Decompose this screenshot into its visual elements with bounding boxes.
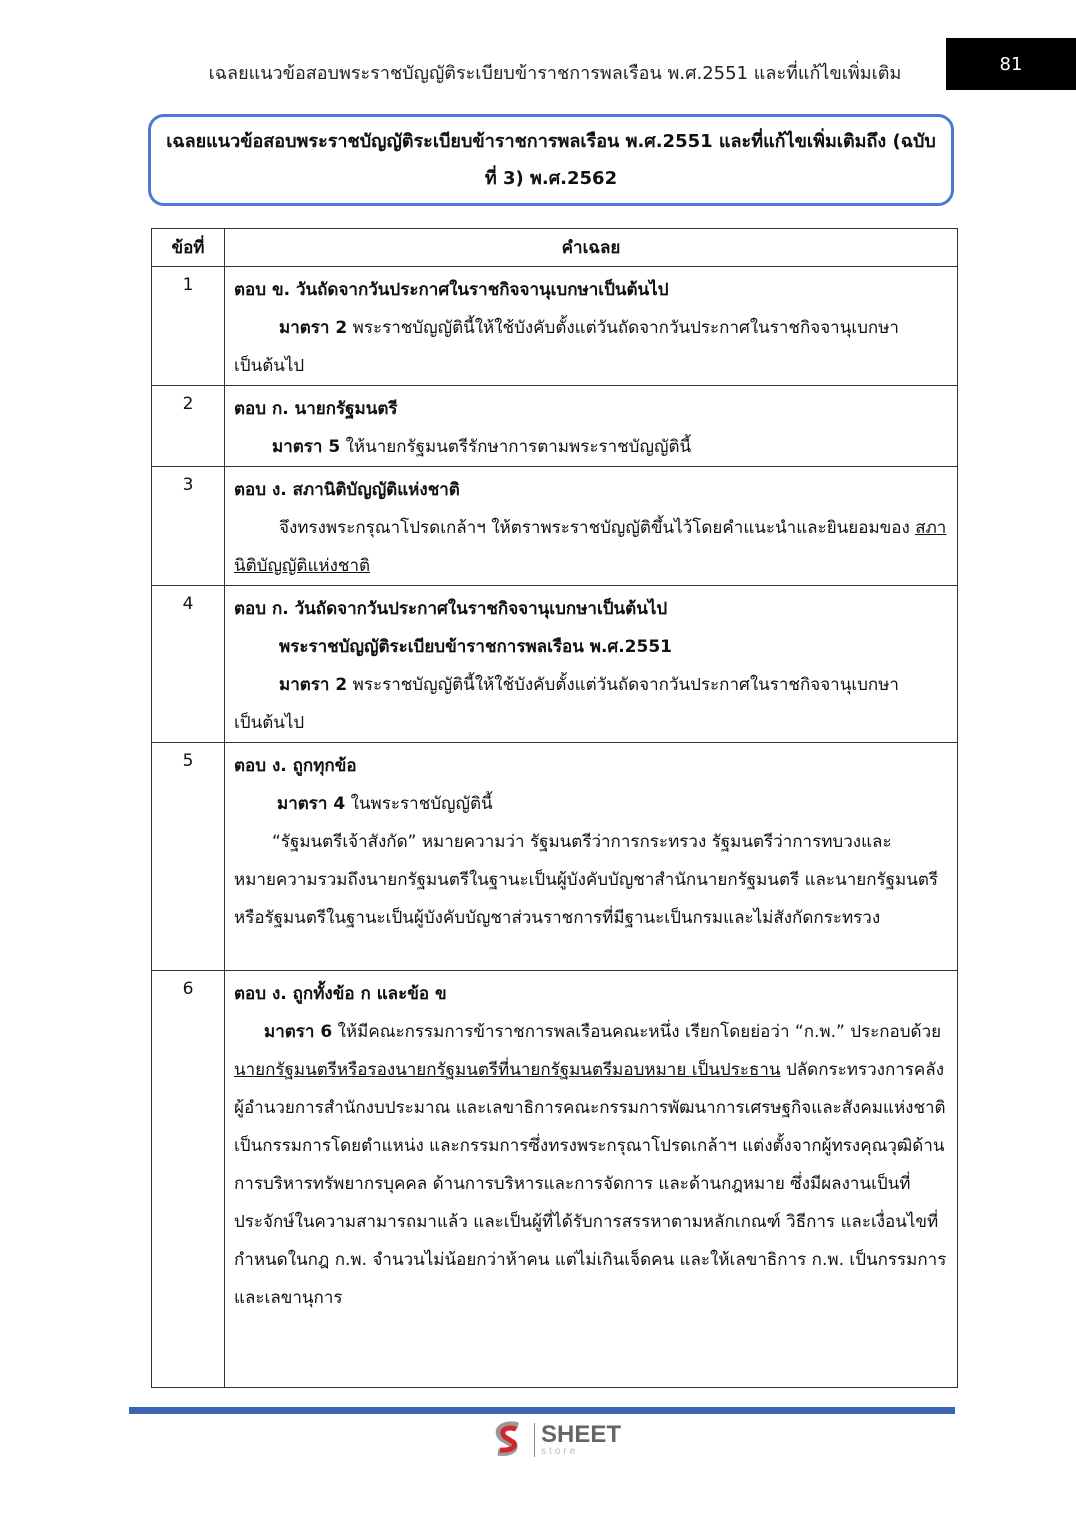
answer-paragraph bbox=[234, 271, 947, 309]
item-number: 1 bbox=[152, 267, 225, 386]
table-row bbox=[152, 386, 958, 467]
answer-paragraph bbox=[234, 428, 947, 466]
bold-text: มาตรา 6 bbox=[264, 1022, 333, 1042]
answer-cell bbox=[225, 267, 958, 386]
table-row bbox=[152, 743, 958, 971]
answer-paragraph bbox=[234, 785, 947, 823]
bold-text: พระราชบัญญัติระเบียบข้าราชการพลเรือน พ.ศ.2551 bbox=[279, 637, 672, 657]
text: พระราชบัญญัตินี้ให้ใช้บังคับตั้งแต่วันถัดจากวันประกาศในราชกิจจานุเบกษาเป็นต้นไป bbox=[234, 318, 899, 376]
text: ปลัดกระทรวงการคลัง ผู้อำนวยการสำนักงบประมาณ และเลขาธิการคณะกรรมการพัฒนาการเศรษฐกิจและสังคมแห่งชาติ เป็นกรรมการโดยตำแหน่ง และกรรมการซึ่งทรงพระกรุณาโปรดเกล้าฯ แต่งตั้งจากผู้ทรงคุณวุฒิด้านการบริหารทรัพยากรบุคคล ด้านการบริหารและการจัดการ และด้านกฎหมาย ซึ่งมีผลงานเป็นที่ประจักษ์ในความสามารถมาแล้ว และเป็นผู้ที่ได้รับการสรรหาตามหลักเกณฑ์ วิธีการ และเงื่อนไขที่กำหนดในกฎ ก.พ. จำนวนไม่น้อยกว่าห้าคน แต่ไม่เกินเจ็ดคน และให้เลขาธิการ ก.พ. เป็นกรรมการและเลขานุการ bbox=[234, 1060, 947, 1308]
footer-bar bbox=[129, 1407, 955, 1414]
answer-paragraph bbox=[234, 390, 947, 428]
answer-table bbox=[151, 228, 958, 1388]
logo-sub: store bbox=[541, 1445, 579, 1457]
document-title: เฉลยแนวข้อสอบพระราชบัญญัติระเบียบข้าราชการพลเรือน พ.ศ.2551 และที่แก้ไขเพิ่มเติมถึง (ฉบับที่ 3) พ.ศ.2562 bbox=[148, 114, 954, 206]
text: จึงทรงพระกรุณาโปรดเกล้าฯ ให้ตราพระราชบัญญัติขึ้นไว้โดยคำแนะนำและยินยอมของ bbox=[279, 518, 916, 538]
answer-cell bbox=[225, 386, 958, 467]
item-number: 5 bbox=[152, 743, 225, 971]
answer-paragraph bbox=[234, 1013, 947, 1317]
header-answer: คำเฉลย bbox=[225, 229, 958, 267]
answer-paragraph bbox=[234, 975, 947, 1013]
bold-text: มาตรา 4 bbox=[277, 794, 346, 814]
table-row bbox=[152, 267, 958, 386]
answer-paragraph bbox=[234, 747, 947, 785]
item-number: 3 bbox=[152, 467, 225, 586]
item-number: 4 bbox=[152, 586, 225, 743]
answer-paragraph bbox=[234, 590, 947, 628]
bold-text: ตอบ ก. นายกรัฐมนตรี bbox=[234, 399, 398, 419]
underlined-text: นายกรัฐมนตรีหรือรองนายกรัฐมนตรีที่นายกรัฐมนตรีมอบหมาย เป็นประธาน bbox=[234, 1060, 781, 1080]
bold-text: ตอบ ง. ถูกทุกข้อ bbox=[234, 756, 357, 776]
answer-cell bbox=[225, 586, 958, 743]
answer-cell bbox=[225, 971, 958, 1388]
answer-paragraph bbox=[234, 823, 947, 937]
sheet-store-logo bbox=[488, 1420, 621, 1460]
answer-paragraph bbox=[234, 666, 947, 742]
logo-word: SHEET bbox=[541, 1420, 622, 1448]
answer-paragraph bbox=[234, 309, 947, 385]
answer-cell bbox=[225, 743, 958, 971]
text: ให้นายกรัฐมนตรีรักษาการตามพระราชบัญญัตินี้ bbox=[340, 437, 692, 457]
answer-paragraph bbox=[234, 628, 947, 666]
answer-paragraph bbox=[234, 509, 947, 585]
page-number: 81 bbox=[946, 38, 1076, 90]
table-row bbox=[152, 586, 958, 743]
text: พระราชบัญญัตินี้ให้ใช้บังคับตั้งแต่วันถัดจากวันประกาศในราชกิจจานุเบกษาเป็นต้นไป bbox=[234, 675, 899, 733]
item-number: 6 bbox=[152, 971, 225, 1388]
logo-s-icon bbox=[488, 1420, 528, 1460]
text: “รัฐมนตรีเจ้าสังกัด” หมายความว่า รัฐมนตรีว่าการกระทรวง รัฐมนตรีว่าการทบวงและหมายความรวมถึงนายกรัฐมนตรีในฐานะเป็นผู้บังคับบัญชาสำนักนายกรัฐมนตรี และนายกรัฐมนตรีหรือรัฐมนตรีในฐานะเป็นผู้บังคับบัญชาส่วนราชการที่มีฐานะเป็นกรมและไม่สังกัดกระทรวง bbox=[234, 832, 938, 928]
bold-text: มาตรา 5 bbox=[272, 437, 341, 457]
answer-cell bbox=[225, 467, 958, 586]
table-row bbox=[152, 971, 958, 1388]
header-item-no: ข้อที่ bbox=[152, 229, 225, 267]
bold-text: ตอบ ง. สภานิติบัญญัติแห่งชาติ bbox=[234, 480, 460, 500]
bold-text: ตอบ ง. ถูกทั้งข้อ ก และข้อ ข bbox=[234, 984, 447, 1004]
underlined-text: สภานิติบัญญัติแห่งชาติ bbox=[234, 518, 947, 576]
answer-paragraph bbox=[234, 471, 947, 509]
table-row bbox=[152, 467, 958, 586]
bold-text: ตอบ ข. วันถัดจากวันประกาศในราชกิจจานุเบกษาเป็นต้นไป bbox=[234, 280, 669, 300]
bold-text: มาตรา 2 bbox=[279, 675, 348, 695]
item-number: 2 bbox=[152, 386, 225, 467]
table-header-row bbox=[152, 229, 958, 267]
bold-text: มาตรา 2 bbox=[279, 318, 348, 338]
text: ในพระราชบัญญัตินี้ bbox=[345, 794, 493, 814]
running-header: เฉลยแนวข้อสอบพระราชบัญญัติระเบียบข้าราชการพลเรือน พ.ศ.2551 และที่แก้ไขเพิ่มเติม bbox=[208, 63, 902, 84]
text: ให้มีคณะกรรมการข้าราชการพลเรือนคณะหนึ่ง เรียกโดยย่อว่า “ก.พ.” ประกอบด้วย bbox=[332, 1022, 942, 1042]
bold-text: ตอบ ก. วันถัดจากวันประกาศในราชกิจจานุเบกษาเป็นต้นไป bbox=[234, 599, 668, 619]
